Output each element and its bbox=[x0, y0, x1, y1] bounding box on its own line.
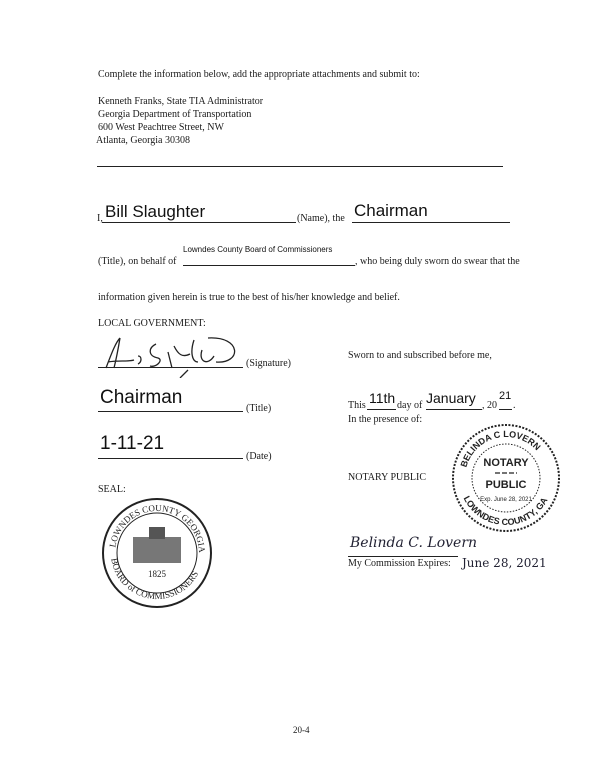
county-seal bbox=[101, 497, 213, 609]
seal-label: SEAL: bbox=[98, 484, 126, 495]
name-field[interactable]: Bill Slaughter bbox=[105, 202, 206, 221]
page-number: 20-4 bbox=[293, 725, 310, 735]
address-line: 600 West Peachtree Street, NW bbox=[98, 122, 224, 133]
svg-text:LOWNDES COUNTY, GA: LOWNDES COUNTY, GA bbox=[461, 494, 550, 528]
lg-title-label: (Title) bbox=[246, 403, 272, 414]
svg-text:NOTARY: NOTARY bbox=[483, 457, 529, 469]
name-field-line bbox=[102, 222, 296, 223]
this-label: This bbox=[348, 400, 366, 411]
year-field[interactable]: 21 bbox=[499, 390, 512, 402]
period: . bbox=[513, 400, 516, 411]
svg-text:BOARD of COMMISSIONERS: BOARD of COMMISSIONERS bbox=[109, 557, 201, 602]
day-line bbox=[367, 409, 396, 410]
year-line bbox=[499, 409, 512, 410]
month-field[interactable]: January bbox=[426, 390, 476, 406]
date-field[interactable]: 1-11-21 bbox=[100, 433, 165, 454]
date-line bbox=[98, 458, 243, 459]
chairman-signature bbox=[98, 332, 244, 378]
notary-signature-line bbox=[348, 556, 458, 557]
notary-stamp bbox=[451, 423, 561, 533]
entity-field-line bbox=[183, 265, 355, 266]
svg-text:PUBLIC: PUBLIC bbox=[485, 479, 527, 491]
svg-text:Exp. June 28, 2021: Exp. June 28, 2021 bbox=[480, 497, 532, 503]
day-field[interactable]: 11th bbox=[369, 390, 396, 406]
commission-label: My Commission Expires: bbox=[348, 558, 451, 569]
svg-text:LOWNDES COUNTY GEORGIA: LOWNDES COUNTY GEORGIA bbox=[107, 502, 208, 553]
lg-title-line bbox=[98, 411, 243, 412]
notary-public-label: NOTARY PUBLIC bbox=[348, 472, 427, 483]
address-line: Georgia Department of Transportation bbox=[98, 109, 252, 120]
svg-text:BELINDA C LOVERN: BELINDA C LOVERN bbox=[458, 428, 543, 469]
instructions: Complete the information below, add the appropriate attachments and submit to: bbox=[98, 69, 420, 80]
name-label: (Name), the bbox=[297, 213, 345, 224]
entity-field[interactable]: Lowndes County Board of Commissioners bbox=[183, 245, 333, 254]
statement: information given herein is true to the best of his/her knowledge and belief. bbox=[98, 292, 400, 303]
sworn-text: Sworn to and subscribed before me, bbox=[348, 350, 492, 361]
commission-expiry: June 28, 2021 bbox=[462, 556, 547, 570]
local-government-heading: LOCAL GOVERNMENT: bbox=[98, 318, 206, 329]
title-field-line bbox=[352, 222, 510, 223]
year-prefix: , 20 bbox=[482, 400, 497, 411]
prefix: I, bbox=[97, 213, 103, 224]
presence-text: In the presence of: bbox=[348, 414, 423, 425]
signature-label: (Signature) bbox=[246, 358, 291, 369]
entity-suffix: , who being duly sworn do swear that the bbox=[355, 256, 520, 267]
day-of-label: day of bbox=[397, 400, 423, 411]
notary-signature: Belinda C. Lovern bbox=[350, 535, 478, 551]
title-field[interactable]: Chairman bbox=[354, 201, 428, 220]
date-label: (Date) bbox=[246, 451, 272, 462]
svg-text:1825: 1825 bbox=[148, 569, 166, 579]
address-line: Atlanta, Georgia 30308 bbox=[96, 135, 190, 146]
signature-line bbox=[98, 367, 243, 368]
title-label: (Title), on behalf of bbox=[98, 256, 177, 267]
divider bbox=[97, 166, 503, 167]
lg-title-field[interactable]: Chairman bbox=[100, 387, 183, 408]
month-line bbox=[426, 409, 482, 410]
address-line: Kenneth Franks, State TIA Administrator bbox=[98, 96, 264, 107]
